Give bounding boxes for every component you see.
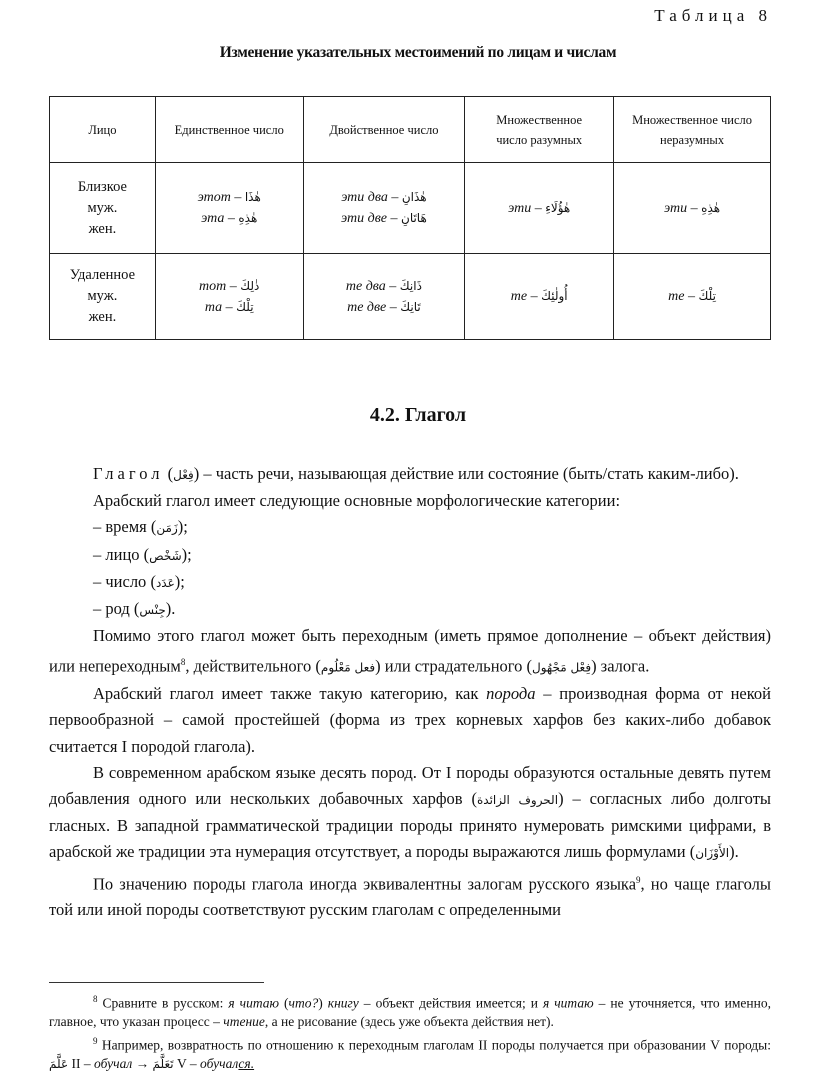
footnote-ref-9[interactable]: 9: [636, 874, 641, 885]
person-cell: Близкое муж. жен.: [50, 163, 156, 254]
arrow-icon: →: [132, 1055, 153, 1071]
plural-irrational-cell: те – تِلْكَ: [614, 254, 771, 340]
person-cell: Удаленное муж. жен.: [50, 254, 156, 340]
header-singular: Единственное число: [155, 97, 303, 163]
paragraph-transitivity: Помимо этого глагол может быть переходным (иметь прямое дополнение – объект действия) или непереходным$^8$, действительного (فعل مَعْلُوم) или страдательного (فِعْل مَجْهُول) залога.: [49, 626, 771, 676]
plural-irrational-cell: эти – هٰذِهِ: [614, 163, 771, 254]
header-plural-irrational: Множественное число неразумных: [614, 97, 771, 163]
table-row: [50, 163, 771, 254]
list-item: – лицо (شَخْص);: [93, 544, 192, 564]
dual-cell: эти два – هٰذَانِ эти две – هَاتَانِ: [303, 163, 465, 254]
table-title: Изменение указательных местоимений по лицам и числам: [219, 44, 617, 61]
demonstrative-pronouns-table: [49, 96, 771, 340]
section-title: 4.2. Глагол: [369, 404, 467, 426]
singular-cell: этот – هٰذَا эта – هٰذِهِ: [155, 163, 303, 254]
paragraph-voice-equivalence: По значению породы глагола иногда эквивалентны залогам русского языка$^9$, но чаще глаголы той или иной породы соответствуют русским глаголам с определенными: [49, 874, 772, 920]
table-label: Таблица 8: [654, 6, 772, 25]
list-item: – число (عَدَد);: [93, 571, 185, 591]
singular-cell: тот – ذٰلِكَ та – تِلْكَ: [155, 254, 303, 340]
list-item: – род (جِنْس).: [93, 599, 176, 619]
plural-rational-cell: те – أُولٰئِكَ: [465, 254, 614, 340]
header-plural-rational: Множественное число разумных: [465, 97, 614, 163]
paragraph-poroda: Арабский глагол имеет также такую категорию, как порода – производная форма от некой первообразной – самой простейшей (форма из трех корневых харфов без каких-либо добавок считается I породой глагола).: [49, 684, 771, 756]
table-header-row: [50, 97, 771, 163]
header-dual: Двойственное число: [303, 97, 465, 163]
body-text: [49, 461, 771, 923]
paragraph-ten-forms: В современном арабском языке десять пород. От I породы образуются остальные девять путем добавления одного или нескольких добавочных харфов (الحروف الزائدة) – согласных либо долготы гласных. В западной грамматической традиции породы принято нумеровать римскими цифрами, в арабской же традиции эта нумерация отсутствует, а породы выражаются лишь формулами (الأَوْزَان).: [49, 762, 771, 862]
table-row: [50, 254, 771, 340]
plural-rational-cell: эти – هٰؤُلَاءِ: [465, 163, 614, 254]
header-person: Лицо: [50, 97, 156, 163]
footnote-8: $^8$ Сравните в русском: я читаю (что?) книгу – объект действия имеется; и я читаю – не уточняется, что именно, главное, что указан процесс – чтение, а не рисование (здесь уже объекта действия нет).: [49, 994, 771, 1029]
footnote-ref-8[interactable]: 8: [180, 657, 186, 668]
dual-cell: те два – ذَانِكَ те две – تَانِكَ: [303, 254, 465, 340]
paragraph-definition: Глагол (فِعْل) – часть речи, называющая действие или состояние (быть/стать каким-либо).: [93, 464, 739, 483]
footnote-9: $^9$ Например, возвратность по отношению к переходным глаголам II породы получается при образовании V породы: عَلَّمَ II – обучал → تَعَلَّمَ V – обучался.: [49, 1035, 771, 1071]
paragraph-categories-intro: Арабский глагол имеет следующие основные морфологические категории:: [93, 491, 621, 511]
list-item: – время (زَمَن);: [93, 517, 188, 537]
footnote-separator: [49, 982, 264, 983]
footnotes: [49, 990, 771, 1073]
